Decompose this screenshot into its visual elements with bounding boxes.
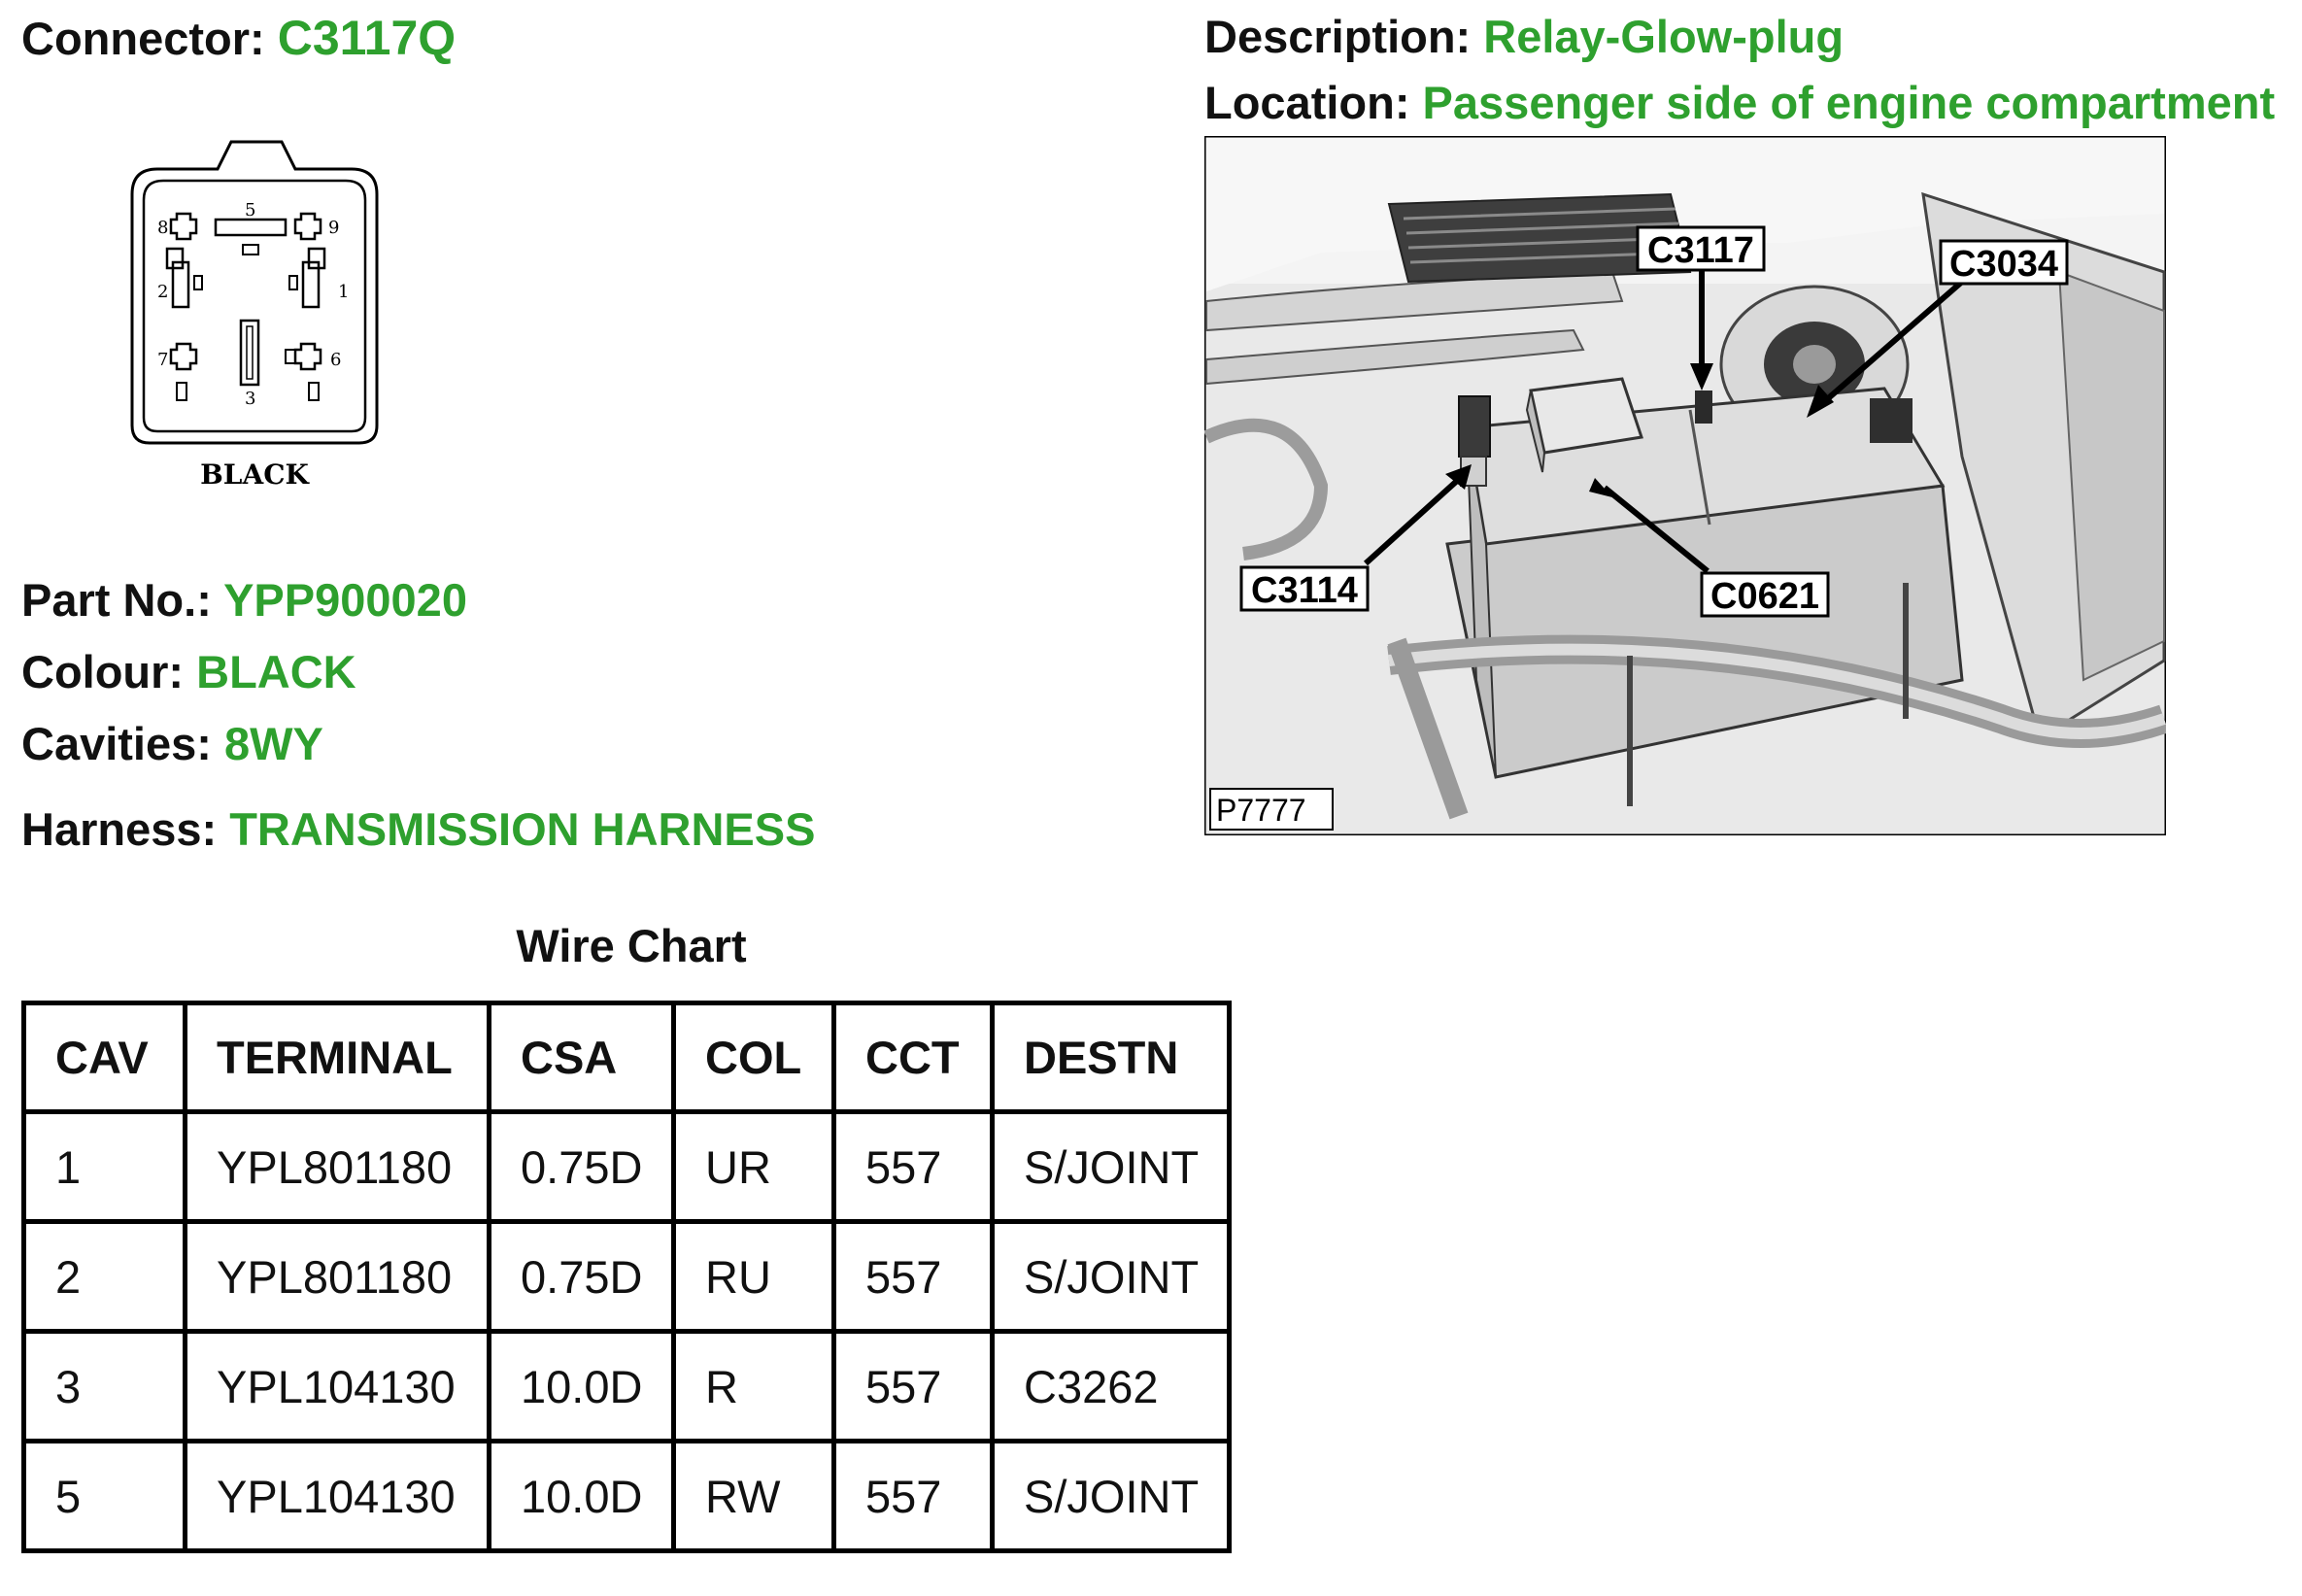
pin-label-5: 5	[245, 200, 256, 221]
svg-text:C3034: C3034	[1949, 244, 2058, 285]
callout-c3114	[1241, 567, 1368, 611]
location-label: Location:	[1204, 77, 1410, 128]
cavities-label: Cavities:	[21, 718, 212, 769]
col-cell: R	[674, 1332, 834, 1442]
colour-value: BLACK	[196, 646, 356, 697]
col-cell: RW	[674, 1442, 834, 1551]
column-header-cav: CAV	[24, 1003, 186, 1112]
pin-label-2: 2	[157, 282, 169, 302]
column-header-col: COL	[674, 1003, 834, 1112]
callout-c3117	[1638, 227, 1764, 271]
table-row	[24, 1442, 1230, 1551]
location-photo	[1204, 136, 2166, 835]
svg-text:C3117: C3117	[1647, 230, 1754, 271]
wire-chart-table	[21, 1001, 1232, 1553]
pin-label-9: 9	[328, 218, 340, 238]
svg-text:P7777: P7777	[1216, 793, 1306, 828]
csa-cell: 10.0D	[490, 1332, 674, 1442]
destn-cell: S/JOINT	[993, 1442, 1230, 1551]
csa-cell: 10.0D	[490, 1442, 674, 1551]
description-label: Description:	[1204, 11, 1472, 62]
pin-label-1: 1	[338, 282, 350, 302]
column-header-destn: DESTN	[993, 1003, 1230, 1112]
part-no-field	[21, 574, 467, 626]
cav-cell: 3	[24, 1332, 186, 1442]
col-cell: UR	[674, 1112, 834, 1222]
harness-value: TRANSMISSION HARNESS	[229, 803, 816, 855]
wire-chart-title: Wire Chart	[516, 920, 747, 971]
description-field	[1204, 11, 1845, 62]
part-no-label: Part No.:	[21, 574, 212, 626]
cct-cell: 557	[834, 1112, 993, 1222]
connector-value: C3117Q	[277, 11, 457, 65]
connector-diagram	[122, 134, 385, 503]
connector-label: Connector:	[21, 13, 265, 64]
connector-field	[21, 11, 457, 65]
colour-field	[21, 646, 356, 697]
cav-cell: 1	[24, 1112, 186, 1222]
terminal-cell: YPL104130	[186, 1442, 490, 1551]
callout-c0621	[1702, 573, 1828, 617]
pin-label-3: 3	[245, 389, 256, 409]
table-row	[24, 1332, 1230, 1442]
svg-text:C3114: C3114	[1251, 570, 1358, 611]
table-row	[24, 1112, 1230, 1222]
column-header-cct: CCT	[834, 1003, 993, 1112]
destn-cell: S/JOINT	[993, 1112, 1230, 1222]
cav-cell: 2	[24, 1222, 186, 1332]
pin-label-7: 7	[157, 350, 169, 370]
terminal-cell: YPL104130	[186, 1332, 490, 1442]
photo-ref-label	[1210, 789, 1333, 830]
cav-cell: 5	[24, 1442, 186, 1551]
cavities-field	[21, 718, 323, 769]
cct-cell: 557	[834, 1442, 993, 1551]
location-field	[1204, 77, 2276, 128]
column-header-terminal: TERMINAL	[186, 1003, 490, 1112]
terminal-cell: YPL801180	[186, 1112, 490, 1222]
destn-cell: S/JOINT	[993, 1222, 1230, 1332]
harness-label: Harness:	[21, 803, 218, 855]
table-header-row	[24, 1003, 1230, 1112]
connector-colour-caption: BLACK	[200, 458, 309, 491]
location-value: Passenger side of engine compartment	[1422, 77, 2276, 128]
harness-field	[21, 803, 816, 855]
col-cell: RU	[674, 1222, 834, 1332]
column-header-csa: CSA	[490, 1003, 674, 1112]
terminal-cell: YPL801180	[186, 1222, 490, 1332]
cct-cell: 557	[834, 1222, 993, 1332]
colour-label: Colour:	[21, 646, 185, 697]
part-no-value: YPP900020	[223, 574, 467, 626]
svg-text:C0621: C0621	[1710, 576, 1819, 617]
destn-cell: C3262	[993, 1332, 1230, 1442]
pin-label-8: 8	[157, 218, 169, 238]
csa-cell: 0.75D	[490, 1112, 674, 1222]
pin-label-6: 6	[330, 350, 342, 370]
description-value: Relay-Glow-plug	[1483, 11, 1845, 62]
cavities-value: 8WY	[223, 718, 323, 769]
cct-cell: 557	[834, 1332, 993, 1442]
csa-cell: 0.75D	[490, 1222, 674, 1332]
callout-c3034	[1941, 241, 2067, 285]
table-row	[24, 1222, 1230, 1332]
